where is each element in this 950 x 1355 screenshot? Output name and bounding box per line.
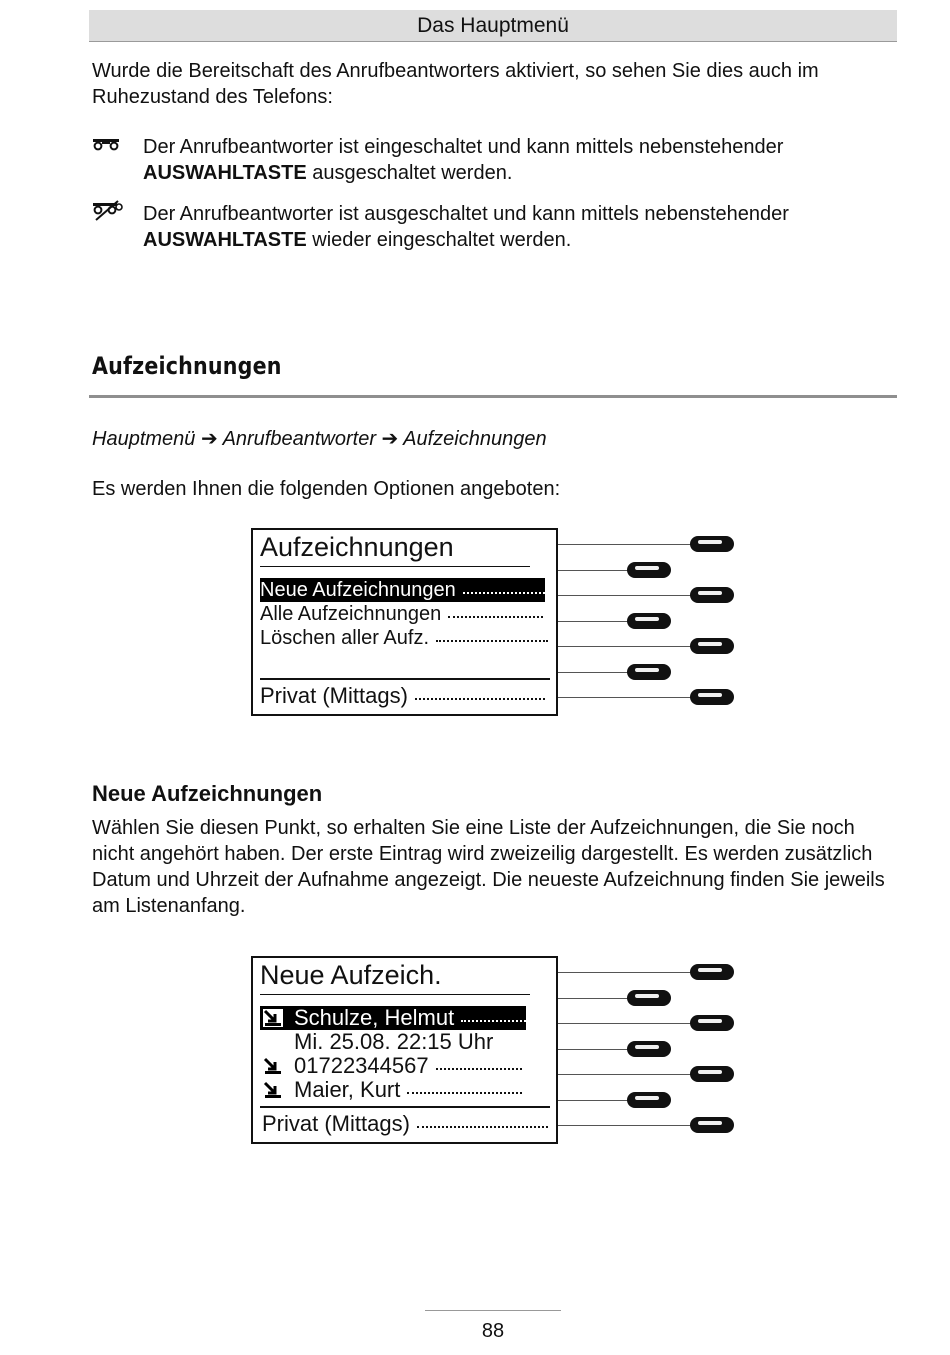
softkey-button[interactable]: [690, 964, 734, 980]
footer-profile-label: Privat (Mittags): [262, 1111, 410, 1136]
state-on-text: Der Anrufbeantworter ist eingeschaltet und kann mittels nebenstehender: [143, 136, 784, 158]
recording-datetime: Mi. 25.08. 22:15 Uhr: [294, 1029, 494, 1054]
softkey-button[interactable]: [627, 1041, 671, 1057]
breadcrumb-item: Anrufbeantworter: [222, 428, 376, 450]
display-title-underline: [260, 566, 530, 567]
softkey-button[interactable]: [690, 1117, 734, 1133]
display-separator: [260, 678, 550, 680]
leader-line: [558, 544, 692, 545]
softkey-button[interactable]: [627, 1092, 671, 1108]
leader-line: [558, 621, 630, 622]
footer-profile-label: Privat (Mittags): [260, 683, 408, 708]
leader-line: [558, 1100, 630, 1101]
breadcrumb: [92, 426, 547, 451]
menu-item-alle-aufzeichnungen[interactable]: [260, 602, 543, 626]
incoming-message-icon: [262, 1008, 284, 1028]
dot-leader: [436, 1068, 522, 1070]
leader-line: [558, 672, 630, 673]
dot-leader: [407, 1092, 522, 1094]
page-header: Das Hauptmenü: [89, 10, 897, 42]
softkey-button[interactable]: [690, 536, 734, 552]
menu-item-neue-aufzeichnungen[interactable]: [260, 578, 545, 602]
menu-item-label: Löschen aller Aufz.: [260, 627, 429, 649]
section-divider: [89, 395, 897, 398]
state-on-text-after: ausgeschaltet werden.: [312, 162, 513, 184]
leader-line: [558, 595, 692, 596]
dot-leader: [463, 592, 545, 594]
softkey-button[interactable]: [690, 638, 734, 654]
softkey-button[interactable]: [627, 990, 671, 1006]
leader-line: [558, 1074, 692, 1075]
softkey-button[interactable]: [690, 1015, 734, 1031]
intro-paragraph: Wurde die Bereitschaft des Anrufbeantworters aktiviert, so sehen Sie dies auch im Ruhezustand des Telefons:: [92, 60, 819, 108]
display-footer: [260, 682, 545, 710]
recording-entry[interactable]: [260, 1078, 522, 1102]
dot-leader: [448, 616, 543, 618]
state-off-text: Der Anrufbeantworter ist ausgeschaltet und kann mittels nebenstehender: [143, 203, 789, 225]
selection-key-label: AUSWAHLTASTE: [143, 229, 307, 251]
softkey-button[interactable]: [690, 1066, 734, 1082]
answering-machine-on-icon: [92, 138, 120, 152]
incoming-message-icon: [262, 1056, 284, 1076]
incoming-message-icon: [262, 1080, 284, 1100]
menu-item-loeschen-aller[interactable]: [260, 626, 548, 650]
menu-item-label: Neue Aufzeichnungen: [260, 579, 456, 601]
softkey-button[interactable]: [690, 689, 734, 705]
display-title-underline: [260, 994, 530, 995]
recording-entry[interactable]: [260, 1054, 522, 1078]
subsection-title: Neue Aufzeichnungen: [92, 781, 323, 806]
softkey-button[interactable]: [627, 562, 671, 578]
state-on-description: [143, 134, 903, 186]
leader-line: [558, 697, 692, 698]
state-off-text-after: wieder eingeschaltet werden.: [312, 229, 572, 251]
selection-key-label: AUSWAHLTASTE: [143, 162, 307, 184]
dot-leader: [417, 1126, 548, 1128]
breadcrumb-item: Hauptmenü: [92, 428, 196, 450]
leader-line: [558, 570, 630, 571]
leader-line: [558, 1125, 692, 1126]
display-footer: [262, 1110, 548, 1138]
breadcrumb-arrow-icon: ➔: [381, 428, 399, 450]
softkey-button[interactable]: [690, 587, 734, 603]
leader-line: [558, 972, 692, 973]
leader-line: [558, 1023, 692, 1024]
display-separator: [260, 1106, 550, 1108]
recording-caller: Maier, Kurt: [294, 1077, 401, 1102]
recording-entry[interactable]: [260, 1006, 526, 1030]
breadcrumb-item: Aufzeichnungen: [403, 428, 547, 450]
options-intro: Es werden Ihnen die folgenden Optionen angeboten:: [92, 478, 561, 500]
softkey-button[interactable]: [627, 664, 671, 680]
subsection-paragraph: Wählen Sie diesen Punkt, so erhalten Sie eine Liste der Aufzeichnungen, die Sie noch nicht angehört haben. Der erste Eintrag wird zweizeilig dargestellt. Es werden zusätzlich Datum und Uhrzeit der Aufnahme angezeigt. Die neueste Aufzeichnung finden Sie jeweils am Listenanfang.: [92, 817, 885, 917]
breadcrumb-arrow-icon: ➔: [200, 428, 218, 450]
leader-line: [558, 998, 630, 999]
leader-line: [558, 1049, 630, 1050]
dot-leader: [415, 698, 545, 700]
menu-item-label: Alle Aufzeichnungen: [260, 603, 442, 625]
dot-leader: [461, 1020, 526, 1022]
display-title: Neue Aufzeich.: [260, 960, 442, 990]
leader-line: [558, 646, 692, 647]
phone-display-aufzeichnungen: [251, 528, 558, 716]
softkey-button[interactable]: [627, 613, 671, 629]
state-off-description: [143, 201, 903, 253]
dot-leader: [436, 640, 548, 642]
recording-caller: 01722344567: [294, 1053, 429, 1078]
answering-machine-off-icon: [92, 200, 124, 222]
section-title: Aufzeichnungen: [92, 352, 282, 380]
display-title: Aufzeichnungen: [260, 532, 454, 562]
recording-caller: Schulze, Helmut: [294, 1005, 455, 1030]
page-number: 88: [481, 1320, 505, 1342]
footer-divider: [425, 1310, 561, 1311]
phone-display-neue-aufzeichnungen: [251, 956, 558, 1144]
